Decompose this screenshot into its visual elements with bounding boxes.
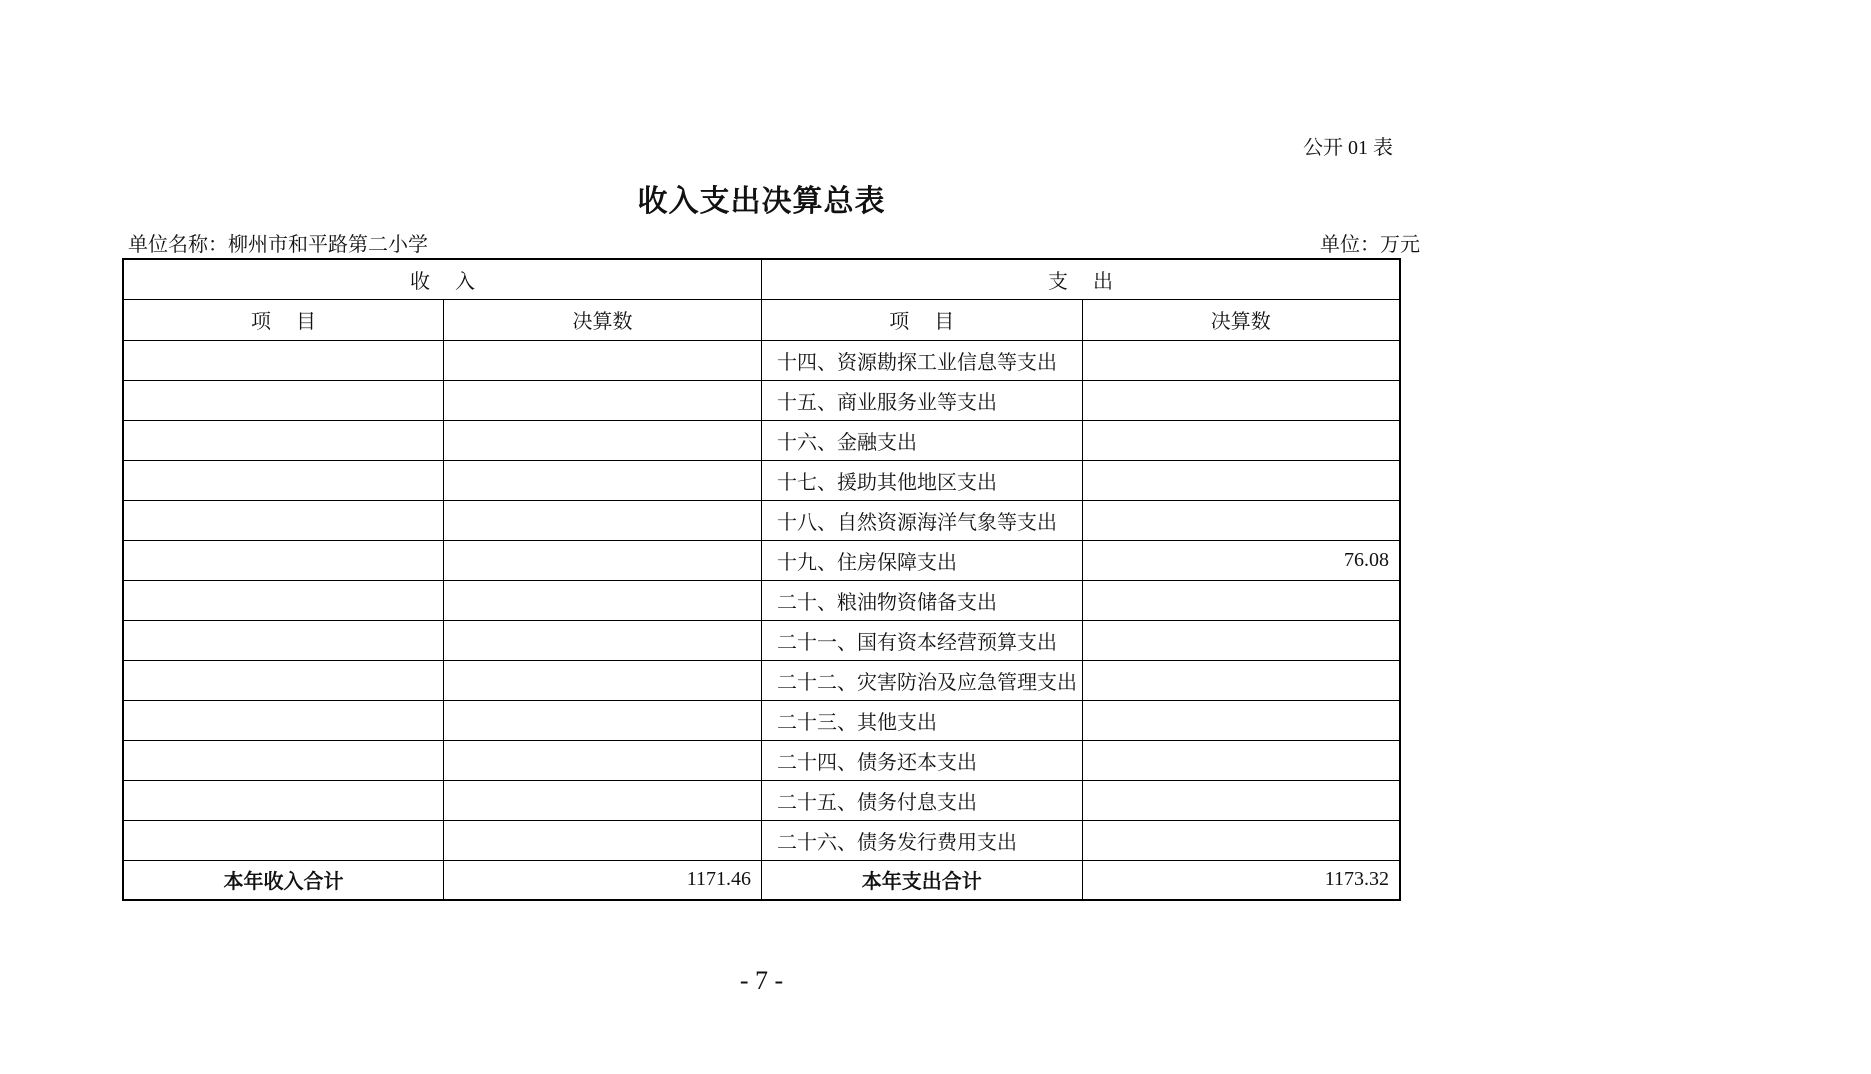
- income-value-cell: [444, 740, 762, 780]
- income-item-cell: [123, 700, 444, 740]
- table-row: [123, 340, 1400, 380]
- expense-value-cell: [1082, 460, 1400, 500]
- table-row: [123, 700, 1400, 740]
- income-value-cell: [444, 460, 762, 500]
- expense-value-cell: [1082, 820, 1400, 860]
- expense-item-cell: 二十四、债务还本支出: [761, 740, 1082, 780]
- table-row: [123, 420, 1400, 460]
- expense-amount-column-header: 决算数: [1082, 299, 1400, 340]
- expense-section-header: 支 出: [761, 259, 1400, 299]
- income-item-cell: [123, 460, 444, 500]
- expense-item-cell: 二十一、国有资本经营预算支出: [761, 620, 1082, 660]
- table-row: [123, 580, 1400, 620]
- table-row: [123, 460, 1400, 500]
- income-item-cell: [123, 740, 444, 780]
- income-value-cell: [444, 420, 762, 460]
- income-expense-summary-table: [122, 258, 1401, 901]
- expense-value-cell: [1082, 500, 1400, 540]
- table-row: [123, 380, 1400, 420]
- unit-name-label: 单位名称：柳州市和平路第二小学: [128, 234, 428, 256]
- expense-value-cell: [1082, 700, 1400, 740]
- income-item-cell: [123, 620, 444, 660]
- expense-item-cell: 十九、住房保障支出: [761, 540, 1082, 580]
- income-item-cell: [123, 340, 444, 380]
- page-title: 收入支出决算总表: [637, 185, 886, 218]
- income-amount-column-header: 决算数: [444, 299, 762, 340]
- income-value-cell: [444, 380, 762, 420]
- income-item-cell: [123, 820, 444, 860]
- expense-item-cell: 十五、商业服务业等支出: [761, 380, 1082, 420]
- expense-value-cell: [1082, 780, 1400, 820]
- table-row: [123, 620, 1400, 660]
- income-item-column-header: 项 目: [123, 299, 444, 340]
- unit-measure-label: 单位：万元: [1320, 234, 1420, 256]
- income-total-value: 1171.46: [444, 860, 762, 900]
- income-total-label: 本年收入合计: [123, 860, 444, 900]
- table-row: [123, 740, 1400, 780]
- table-row: [123, 660, 1400, 700]
- income-value-cell: [444, 660, 762, 700]
- expense-total-label: 本年支出合计: [761, 860, 1082, 900]
- income-value-cell: [444, 540, 762, 580]
- expense-value-cell: [1082, 420, 1400, 460]
- doc-form-label: 公开 01 表: [1303, 137, 1393, 159]
- expense-value-cell: 76.08: [1082, 540, 1400, 580]
- expense-item-cell: 十六、金融支出: [761, 420, 1082, 460]
- expense-value-cell: [1082, 660, 1400, 700]
- expense-item-cell: 二十二、灾害防治及应急管理支出: [761, 660, 1082, 700]
- income-value-cell: [444, 580, 762, 620]
- income-item-cell: [123, 580, 444, 620]
- table-column-header-row: [123, 299, 1400, 340]
- income-value-cell: [444, 780, 762, 820]
- expense-item-cell: 十七、援助其他地区支出: [761, 460, 1082, 500]
- table-row: [123, 540, 1400, 580]
- table-section-header-row: [123, 259, 1400, 299]
- table-row: [123, 820, 1400, 860]
- expense-item-column-header: 项 目: [761, 299, 1082, 340]
- income-value-cell: [444, 700, 762, 740]
- income-value-cell: [444, 340, 762, 380]
- expense-item-cell: 二十六、债务发行费用支出: [761, 820, 1082, 860]
- table-row: [123, 500, 1400, 540]
- income-section-header: 收 入: [123, 259, 761, 299]
- expense-value-cell: [1082, 580, 1400, 620]
- page-number: - 7 -: [739, 966, 784, 995]
- expense-item-cell: 二十三、其他支出: [761, 700, 1082, 740]
- expense-value-cell: [1082, 620, 1400, 660]
- expense-value-cell: [1082, 740, 1400, 780]
- income-item-cell: [123, 420, 444, 460]
- expense-item-cell: 二十五、债务付息支出: [761, 780, 1082, 820]
- expense-item-cell: 十八、自然资源海洋气象等支出: [761, 500, 1082, 540]
- table-row: [123, 780, 1400, 820]
- income-value-cell: [444, 500, 762, 540]
- expense-item-cell: 十四、资源勘探工业信息等支出: [761, 340, 1082, 380]
- expense-value-cell: [1082, 380, 1400, 420]
- income-item-cell: [123, 660, 444, 700]
- income-item-cell: [123, 780, 444, 820]
- income-value-cell: [444, 820, 762, 860]
- income-item-cell: [123, 380, 444, 420]
- expense-item-cell: 二十、粮油物资储备支出: [761, 580, 1082, 620]
- expense-value-cell: [1082, 340, 1400, 380]
- income-item-cell: [123, 540, 444, 580]
- table-totals-row: [123, 860, 1400, 900]
- income-value-cell: [444, 620, 762, 660]
- income-item-cell: [123, 500, 444, 540]
- expense-total-value: 1173.32: [1082, 860, 1400, 900]
